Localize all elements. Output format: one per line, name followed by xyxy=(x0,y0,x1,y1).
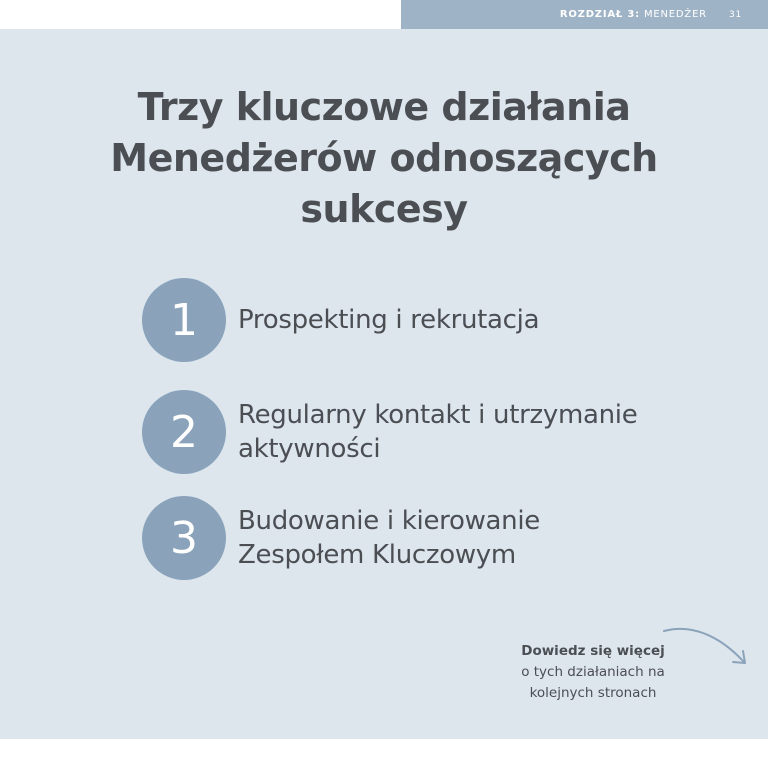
learn-more-line-2: kolejnych stronach xyxy=(529,685,657,701)
action-text-2 xyxy=(238,398,637,466)
chapter-header xyxy=(401,0,768,29)
action-text-2-line-2: aktywności xyxy=(238,434,381,464)
title-line-2: Menedżerów odnoszących xyxy=(110,136,658,180)
action-text-1 xyxy=(238,303,539,337)
title-line-1: Trzy kluczowe działania xyxy=(137,85,631,129)
number-badge-1: 1 xyxy=(142,278,226,362)
learn-more-note xyxy=(498,641,688,704)
number-badge-3: 3 xyxy=(142,496,226,580)
action-item-1 xyxy=(142,278,702,362)
learn-more-title: Dowiedz się więcej xyxy=(521,643,665,659)
action-text-1-line-1: Prospekting i rekrutacja xyxy=(238,305,540,335)
action-text-3-line-1: Budowanie i kierowanie xyxy=(238,506,540,536)
title-line-3: sukcesy xyxy=(300,187,468,231)
learn-more-line-1: o tych działaniach na xyxy=(521,664,665,680)
chapter-name: MENEDŻER xyxy=(643,9,707,20)
chapter-label: ROZDZIAŁ 3: xyxy=(559,9,640,20)
page-title xyxy=(84,82,684,235)
action-text-3 xyxy=(238,504,540,572)
action-item-3 xyxy=(142,496,702,580)
number-badge-2: 2 xyxy=(142,390,226,474)
action-text-3-line-2: Zespołem Kluczowym xyxy=(238,540,516,570)
action-item-2 xyxy=(142,390,702,474)
action-text-2-line-1: Regularny kontakt i utrzymanie xyxy=(238,400,638,430)
page-number: 31 xyxy=(728,9,742,20)
